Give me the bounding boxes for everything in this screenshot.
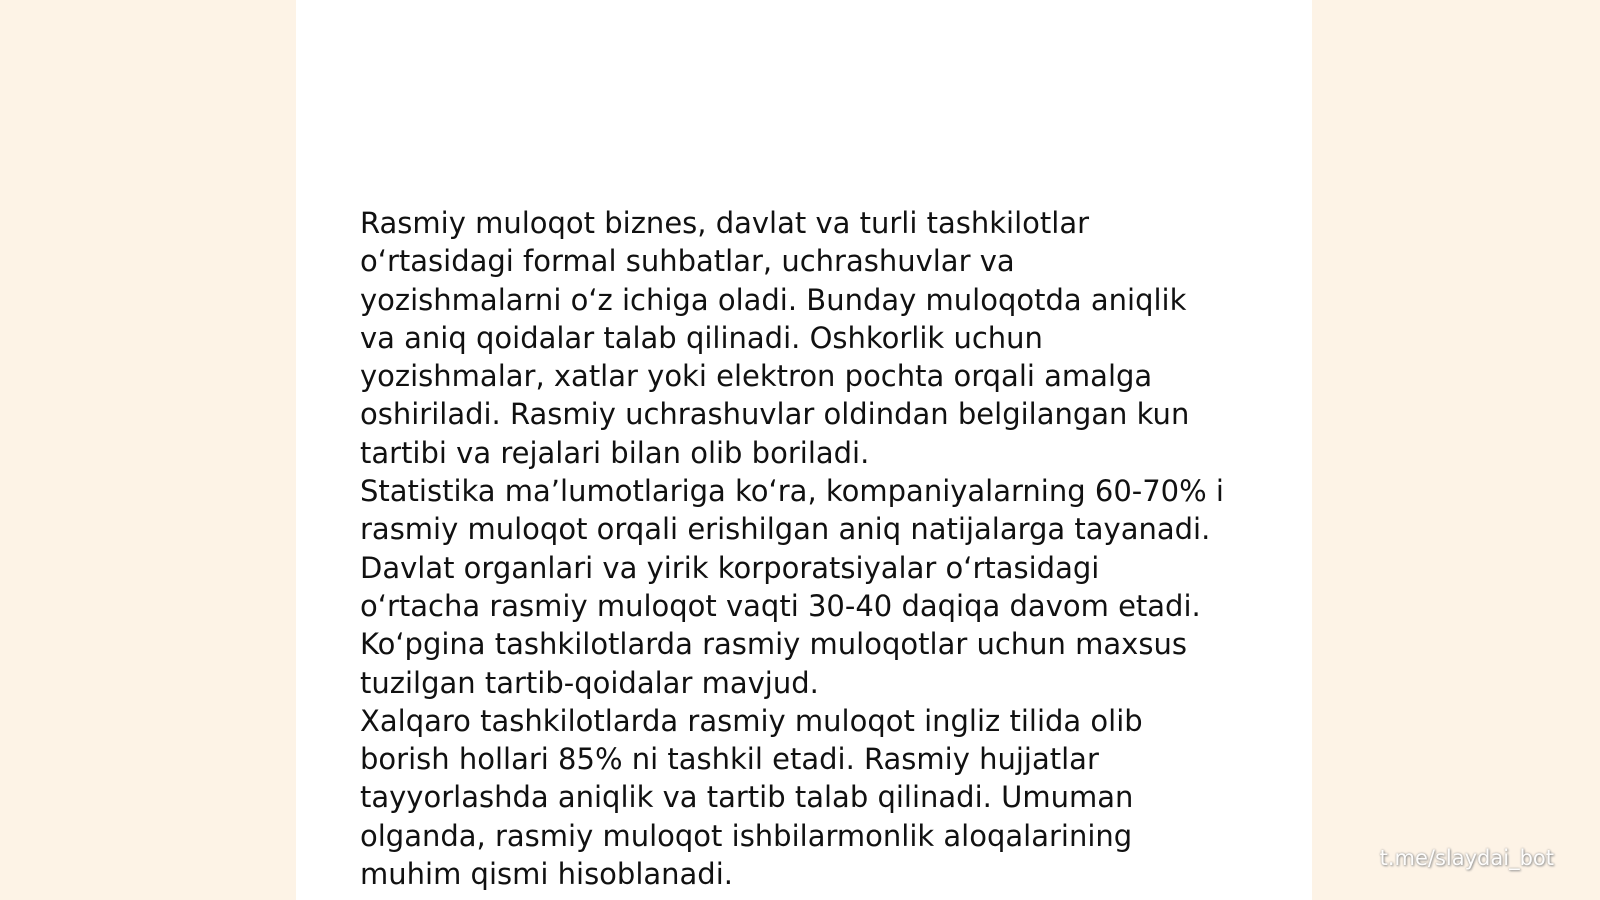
watermark-link: t.me/slaydai_bot <box>1379 846 1554 870</box>
slide-panel <box>296 0 1312 900</box>
slide-body-text: Rasmiy muloqot biznes, davlat va turli tashkilotlar o‘rtasidagi formal suhbatlar, uchrashuvlar va yozishmalarni o‘z ichiga oladi. Bunday muloqotda aniqlik va aniq qoidalar talab qilinadi. Oshkorlik uchun yozishmalar, xatlar yoki elektron pochta orqali amalga oshiriladi. Rasmiy uchrashuvlar oldindan belgilangan kun tartibi va rejalari bilan olib boriladi. Statistika ma’lumotlariga ko‘ra, kompaniyalarning 60-70% i rasmiy muloqot orqali erishilgan aniq natijalarga tayanadi. Davlat organlari va yirik korporatsiyalar o‘rtasidagi o‘rtacha rasmiy muloqot vaqti 30-40 daqiqa davom etadi. Ko‘pgina tashkilotlarda rasmiy muloqotlar uchun maxsus tuzilgan tartib-qoidalar mavjud. Xalqaro tashkilotlarda rasmiy muloqot ingliz tilida olib borish hollari 85% ni tashkil etadi. Rasmiy hujjatlar tayyorlashda aniqlik va tartib talab qilinadi. Umuman olganda, rasmiy muloqot ishbilarmonlik aloqalarining muhim qismi hisoblanadi. <box>360 206 1224 892</box>
right-margin <box>1312 0 1600 900</box>
left-margin <box>0 0 296 900</box>
